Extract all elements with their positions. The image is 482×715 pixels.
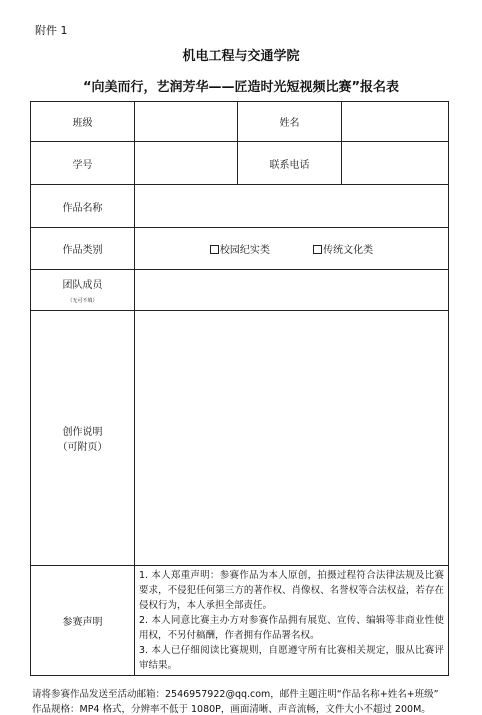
description-label: 创作说明	[62, 427, 103, 438]
footer-submission-note: 请将参赛作品发送至活动邮箱：2546957922@qq.com，邮件主题注明“作品名称+姓名+班级”	[32, 689, 439, 700]
category-label: 作品类别	[31, 228, 135, 270]
category-option-label: 校园纪实类	[219, 245, 270, 256]
declaration-label: 参赛声明	[31, 566, 135, 676]
checkbox-icon[interactable]	[210, 245, 219, 254]
attachment-label: 附件 1	[35, 24, 68, 37]
category-option-label: 传统文化类	[323, 245, 374, 256]
description-field[interactable]	[135, 311, 449, 566]
footer-spec-note: 作品规格：MP4 格式，分辨率不低于 1080P，画面清晰、声音流畅，文件大小不超过 200M。	[32, 704, 431, 715]
registration-form-table	[30, 101, 449, 676]
work-name-label: 作品名称	[31, 185, 135, 228]
form-title: “向美而行，艺润芳华——匠造时光短视频比赛”报名表	[82, 80, 400, 95]
declaration-item: 2. 本人同意比赛主办方对参赛作品拥有展览、宣传、编辑等非商业性使用权，不另付稿酬，作者拥有作品署名权。	[139, 615, 444, 641]
student-id-field[interactable]	[135, 142, 238, 185]
team-label: 团队成员	[62, 280, 103, 291]
institution-title: 机电工程与交通学院	[182, 49, 300, 64]
student-id-label: 学号	[31, 142, 135, 185]
category-option-culture[interactable]	[313, 241, 373, 256]
declaration-text	[135, 566, 449, 676]
team-note: （无可不填）	[67, 298, 98, 304]
declaration-item: 1. 本人郑重声明：参赛作品为本人原创，拍摄过程符合法律法规及比赛要求，不侵犯任何第三方的著作权、肖像权、名誉权等合法权益，若存在侵权行为，本人承担全部责任。	[139, 570, 444, 611]
phone-label: 联系电话	[238, 142, 342, 185]
name-field[interactable]	[342, 102, 449, 142]
declaration-item: 3. 本人已仔细阅读比赛规则，自愿遵守所有比赛相关规定，服从比赛评审结果。	[139, 645, 444, 671]
description-label-cell	[31, 311, 135, 566]
category-options	[135, 228, 449, 270]
checkbox-icon[interactable]	[313, 245, 322, 254]
description-note: （可附页）	[57, 442, 108, 453]
phone-field[interactable]	[342, 142, 449, 185]
work-name-field[interactable]	[135, 185, 449, 228]
name-label: 姓名	[238, 102, 342, 142]
category-option-campus[interactable]	[210, 241, 270, 256]
team-label-cell	[31, 270, 135, 311]
class-label: 班级	[31, 102, 135, 142]
class-field[interactable]	[135, 102, 238, 142]
team-field[interactable]	[135, 270, 449, 311]
